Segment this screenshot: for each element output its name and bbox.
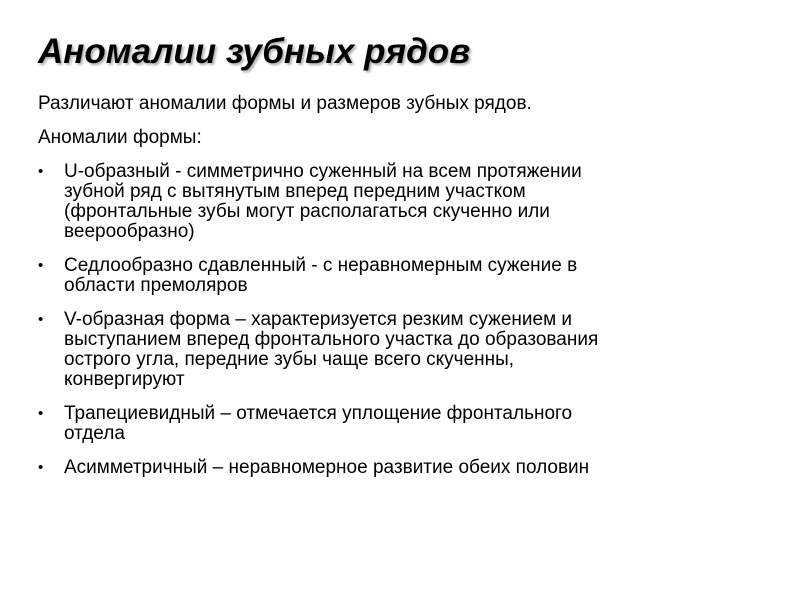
bullet-icon: • [38,405,44,422]
bullet-item-u-shape [38,162,778,242]
bullet-line: (фронтальные зубы могут располагаться скученно или [64,201,550,222]
bullet-icon: • [38,311,44,328]
bullet-item-v-shape [38,310,778,390]
slide-title: Аномалии зубных рядов [38,32,471,71]
bullet-line: выступанием вперед фронтального участка до образования [64,329,599,350]
bullet-line: конвергируют [64,369,185,390]
bullet-item-saddle-shape [38,256,778,296]
bullet-line: U-образный - симметрично суженный на всем протяжении [64,161,582,182]
bullet-line: острого угла, передние зубы чаще всего скученны, [64,349,515,370]
slide-content [38,94,778,492]
bullet-line: зубной ряд с вытянутым вперед передним участком [64,181,526,202]
bullet-list [38,162,778,478]
bullet-line: Седлообразно сдавленный - с неравномерным сужение в [64,255,578,276]
bullet-line: веерообразно) [64,221,195,242]
bullet-item-trapezoid-shape [38,404,778,444]
bullet-line: V-образная форма – характеризуется резким сужением и [64,309,573,330]
bullet-item-asymmetric-shape [38,458,778,478]
bullet-icon: • [38,459,44,476]
bullet-line: Асимметричный – неравномерное развитие обеих половин [64,457,590,478]
bullet-line: области премоляров [64,275,248,296]
bullet-icon: • [38,163,44,180]
intro-text: Различают аномалии формы и размеров зубных рядов. [38,93,532,114]
bullet-icon: • [38,257,44,274]
bullet-line: отдела [64,423,125,444]
subheading-text: Аномалии формы: [38,127,202,148]
bullet-line: Трапециевидный – отмечается уплощение фронтального [64,403,573,424]
